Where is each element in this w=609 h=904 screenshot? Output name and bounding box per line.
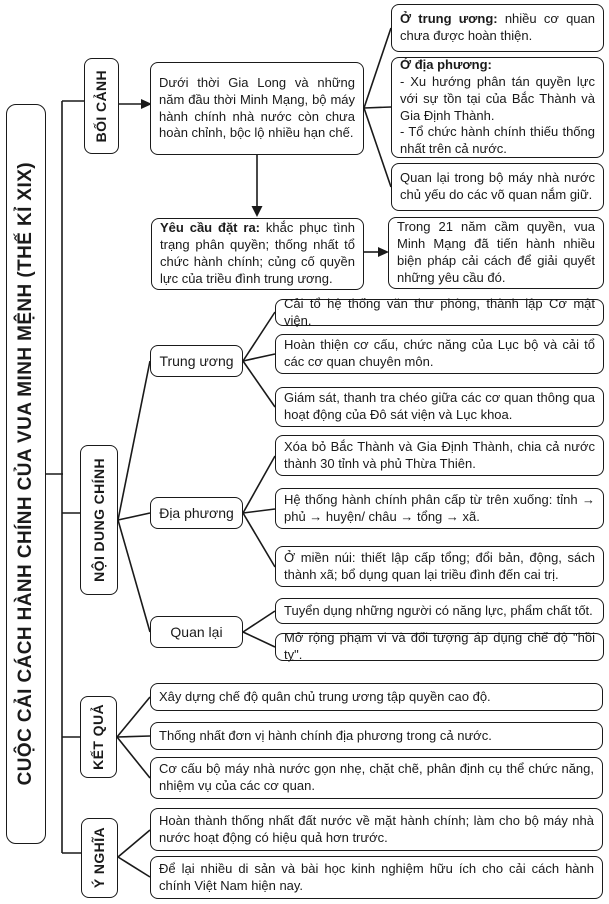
- y-nghia-item-2-text: Để lại nhiều di sản và bài học kinh nghiệm hữu ích cho cải cách hành chính Việt Nam hiện nay.: [159, 860, 594, 893]
- section-label-ket-qua-text: KẾT QUẢ: [90, 704, 107, 770]
- quan-lai-item-2-text: Mở rộng phạm vi và đối tượng áp dụng chế độ "hồi tỵ".: [284, 630, 595, 662]
- ket-qua-item-1: [150, 683, 603, 711]
- officials-limitation-box: [391, 163, 604, 211]
- section-label-boi-canh-text: BỐI CẢNH: [93, 69, 110, 143]
- ket-qua-item-2-text: Thống nhất đơn vị hành chính địa phương trong cả nước.: [159, 727, 492, 743]
- group-label-quan-lai: [150, 616, 243, 648]
- group-label-trung-uong: [150, 345, 243, 377]
- quan-lai-item-2: [275, 630, 604, 662]
- group-label-dia-phuong-text: Địa phương: [159, 504, 234, 521]
- y-nghia-item-1: [150, 808, 603, 851]
- boi-canh-intro-box: [150, 62, 364, 155]
- arrow-down-icon: [252, 206, 263, 217]
- local-limitation-heading: Ở địa phương:: [400, 56, 492, 72]
- central-limitation-text: [400, 11, 595, 45]
- ket-qua-item-3: [150, 757, 603, 799]
- section-label-ket-qua: [80, 696, 117, 778]
- local-limitation-line2: - Tổ chức hành chính thiếu thống nhất trên cả nước.: [400, 124, 595, 157]
- local-limitation-box: [391, 57, 604, 158]
- response-text: Trong 21 năm cầm quyền, vua Minh Mạng đã tiến hành nhiều biện pháp cải cách để giải quyết những yêu cầu đó.: [397, 219, 595, 285]
- y-nghia-item-2: [150, 856, 603, 899]
- central-limitation-heading: Ở trung ương:: [400, 11, 498, 27]
- trung-uong-item-2-text: Hoàn thiện cơ cấu, chức năng của Lục bộ và cải tổ các cơ quan chuyên môn.: [284, 337, 595, 369]
- trung-uong-item-1-text: Cải tổ hệ thống văn thư phòng, thành lập Cơ mật viện.: [284, 295, 595, 328]
- central-limitation-body: nhiều cơ quan chưa được hoàn thiện.: [400, 11, 595, 43]
- ket-qua-item-1-text: Xây dựng chế độ quân chủ trung ương tập quyền cao độ.: [159, 688, 491, 704]
- officials-limitation-text: Quan lại trong bộ máy nhà nước chủ yếu do các võ quan nắm giữ.: [400, 170, 595, 202]
- local-limitation-line1: - Xu hướng phân tán quyền lực với sự tồn tại của Bắc Thành và Gia Định Thành.: [400, 73, 595, 123]
- requirement-text: [160, 220, 355, 288]
- trung-uong-item-1: [275, 295, 604, 328]
- group-label-quan-lai-text: Quan lại: [170, 623, 223, 640]
- diagram-title-text: CUỘC CẢI CÁCH HÀNH CHÍNH CỦA VUA MINH MỆNH (THẾ KỈ XIX): [14, 162, 36, 786]
- dia-phuong-item-2: [275, 488, 604, 529]
- section-label-noi-dung-chinh-text: NỘI DUNG CHÍNH: [90, 458, 107, 582]
- y-nghia-item-1-text: Hoàn thành thống nhất đất nước về mặt hành chính; làm cho bộ máy nhà nước hoạt động có hiệu quả hơn trước.: [159, 812, 594, 845]
- trung-uong-item-2: [275, 334, 604, 374]
- trung-uong-item-3: [275, 387, 604, 427]
- section-label-y-nghia: [81, 818, 118, 898]
- section-label-boi-canh: [84, 58, 119, 154]
- dia-phuong-item-3: [275, 546, 604, 587]
- ket-qua-item-2: [150, 722, 603, 750]
- dia-phuong-item-1-text: Xóa bỏ Bắc Thành và Gia Định Thành, chia cả nước thành 30 tỉnh và phủ Thừa Thiên.: [284, 438, 595, 471]
- group-label-trung-uong-text: Trung ương: [159, 352, 234, 369]
- section-label-noi-dung-chinh: [80, 445, 118, 595]
- ket-qua-item-3-text: Cơ cấu bộ máy nhà nước gọn nhẹ, chặt chẽ, phân định cụ thể chức năng, nhiệm vụ của các cơ quan.: [159, 761, 594, 793]
- central-limitation-box: [391, 4, 604, 52]
- quan-lai-item-1: [275, 598, 604, 624]
- boi-canh-intro-text: Dưới thời Gia Long và những năm đầu thời Minh Mạng, bộ máy hành chính nhà nước còn chưa hoàn chỉnh, bộc lộ nhiều hạn chế.: [159, 74, 355, 141]
- trung-uong-item-3-text: Giám sát, thanh tra chéo giữa các cơ quan thông qua hoạt động của Đô sát viện và Lục khoa.: [284, 390, 595, 422]
- quan-lai-item-1-text: Tuyển dụng những người có năng lực, phẩm chất tốt.: [284, 602, 593, 618]
- dia-phuong-item-2-text: Hệ thống hành chính phân cấp từ trên xuống: tỉnh → phủ → huyện/ châu → tổng → xã.: [284, 491, 595, 524]
- response-box: [388, 217, 604, 289]
- requirement-box: [151, 218, 364, 290]
- section-label-y-nghia-text: Ý NGHĨA: [91, 827, 108, 889]
- dia-phuong-item-1: [275, 435, 604, 476]
- requirement-heading: Yêu cầu đặt ra:: [160, 220, 261, 236]
- diagram-title: [6, 104, 46, 844]
- requirement-body: khắc phục tình trạng phân quyền; thống nhất tổ chức hành chính; củng cố quyền lực của triều đình trung ương.: [160, 220, 355, 286]
- group-label-dia-phuong: [150, 497, 243, 529]
- dia-phuong-item-3-text: Ở miền núi: thiết lập cấp tổng; đổi bản, động, sách thành xã; bổ dụng quan lại triều đình đến cai trị.: [284, 549, 595, 582]
